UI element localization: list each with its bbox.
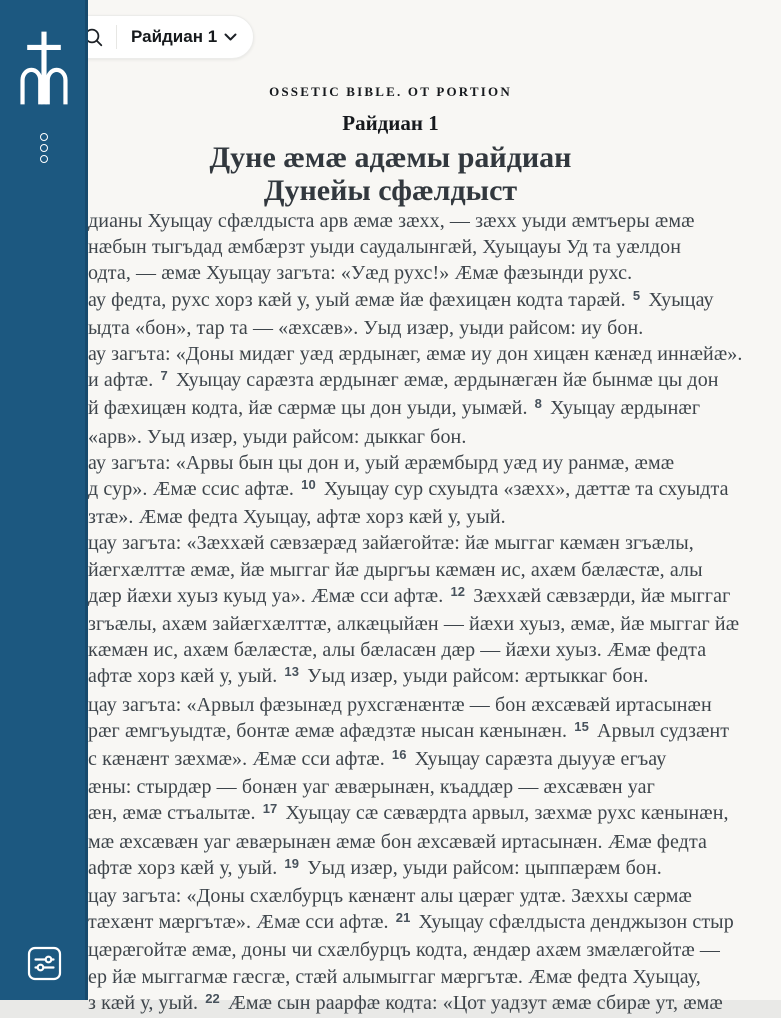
chapter-selector[interactable] (131, 27, 237, 47)
verse-line (88, 208, 781, 234)
verse-text-segment: афтæ хорз кæй у, уый. (88, 856, 278, 879)
verse-number: 17 (262, 801, 278, 817)
verse-line (88, 287, 781, 315)
verse-text-segment: рæг æмгъуыдтæ, бонтæ æмæ афæдзтæ нысан кæнынæн. (88, 719, 568, 742)
verse-line (88, 718, 781, 746)
verse-line (88, 557, 781, 583)
verse-line (88, 530, 781, 556)
verse-text-segment: Хуыцау сарæзта æрдынæг æмæ, æрдынæгæн йæ бынмæ цы дон (175, 369, 719, 392)
verse-text-segment: зтæ». Æмæ федта Хуыцау, афтæ хорз кæй у, уый. (88, 506, 506, 529)
verse-text-segment: нæбын тыгъдад æмбæрзт уыди саудалынгæй, Хуыцауы Уд та уæлдон (88, 236, 682, 259)
verse-line (88, 583, 781, 611)
verse-text-segment: Хуыцау æрдынæг (550, 397, 701, 420)
verse-text-segment: Æмæ сын раарфæ кодта: «Цот уадзут æмæ сбирæ ут, æмæ (228, 991, 723, 1014)
verse-text-segment: ыдта «бон», тар та — «æхсæв». Уыд изæр, уыди райсом: иу бон. (88, 316, 644, 339)
verse-number: 5 (632, 287, 641, 303)
verse-text-segment: мæ æхсæвæн уаг æвæрынæн æмæ бон æхсæвæй иртасынæн. Æмæ федта (88, 830, 708, 853)
verse-line (88, 450, 781, 476)
verse-line (88, 883, 781, 909)
verse-text-segment: й фæхицæн кодта, йæ сæрмæ цы дон уыди, уымæй. (88, 397, 528, 420)
verse-text-segment: дианы Хуыцау сфæлдыста арв æмæ зæхх, — зæхх уыди æмтъеры æмæ (88, 210, 695, 232)
verse-text-segment: Уыд изæр, уыди райсом: цыппæрæм бон. (307, 856, 662, 879)
section-heading-line2: Дунейы сфæлдыст (263, 174, 518, 207)
verse-text-segment: цау загъта: «Арвыл фæзынæд рухсгæнæнтæ — бон æхсæвæй иртасынæн (88, 693, 712, 716)
section-heading-line1: Дуне æмæ адæмы райдиан (209, 141, 572, 174)
chevron-down-icon (224, 33, 237, 41)
verse-text-segment: ау загъта: «Доны мидæг уæд æрдынæг, æмæ иу дон хицæн кæнæд иннæйæ». (88, 343, 743, 366)
kebab-dot (40, 133, 48, 141)
verse-line (88, 829, 781, 855)
verse-number: 21 (395, 910, 411, 926)
verse-line (88, 315, 781, 341)
verse-number: 7 (160, 368, 168, 384)
verse-text-segment: кæмæн ис, ахæм бæлæстæ, алы бæласæн дæр — йæхи хуыз. Æмæ федта (88, 639, 707, 662)
verse-text-block (88, 208, 781, 1018)
verse-text-segment: Зæххæй сæвзæрди, йæ мыггаг (473, 584, 731, 607)
verse-line (88, 964, 781, 990)
verse-text-segment: Хуыцау сарæзта дыууæ егъау (414, 748, 667, 771)
verse-text-segment: ер йæ мыггагмæ гæсгæ, стæй алымыггаг мæргътæ. Æмæ федта Хуыцау, (88, 965, 701, 988)
verse-line (88, 909, 781, 937)
section-heading (0, 141, 781, 207)
verse-number: 19 (284, 855, 300, 871)
toolbar-divider (116, 25, 117, 49)
settings-button[interactable] (26, 945, 63, 982)
verse-number: 15 (574, 718, 589, 734)
verse-text-segment: ау федта, рухс хорз кæй у, уый æмæ йæ фæхицæн кодта тарæй. (88, 288, 626, 311)
verse-line (88, 800, 781, 828)
more-menu-button[interactable] (0, 130, 88, 166)
verse-text-segment: с кæнæнт зæхмæ». Æмæ сси афтæ. (88, 748, 385, 771)
kebab-dot (40, 144, 48, 152)
verse-line (88, 504, 781, 530)
verse-text-segment: д сур». Æмæ ссис афтæ. (88, 478, 295, 501)
verse-text-segment: дæр йæхи хуыз куыд уа». Æмæ сси афтæ. (88, 584, 444, 607)
verse-number: 8 (534, 396, 542, 412)
verse-text-segment: Уыд изæр, уыди райсом: æртыккаг бон. (307, 665, 649, 688)
verse-text-segment: йæгхæлттæ æмæ, йæ мыггаг йæ дыргъы кæмæн ис, ахæм бæлæстæ, алы (88, 558, 703, 581)
verse-line (88, 855, 781, 883)
verse-text-segment: згъæлы, ахæм зайæгхæлттæ, алкæцыйæн — йæхи хуыз, æмæ, йæ мыггаг йæ (88, 613, 740, 636)
verse-text-segment: æн, æмæ стъалытæ. (88, 802, 256, 825)
verse-number: 16 (391, 747, 407, 763)
chapter-selector-label: Райдиан 1 (131, 27, 218, 46)
verse-line (88, 663, 781, 691)
verse-text-segment: цау загъта: «Доны схæлбурцъ кæнæнт алы цæрæг удтæ. Зæххы сæрмæ (88, 885, 692, 908)
verse-text-segment: афтæ хорз кæй у, уый. (88, 665, 278, 688)
verse-text-segment: Хуыцау сур схуыдта «зæхх», дæттæ та схуыдта (323, 478, 729, 501)
verse-number: 13 (284, 664, 300, 680)
verse-text-segment: одта, — æмæ Хуыцау загъта: «Уæд рухс!» Æмæ фæзынди рухс. (88, 262, 633, 285)
verse-line (88, 234, 781, 260)
verse-number: 10 (301, 477, 316, 493)
app-logo-button[interactable] (16, 27, 72, 109)
verse-line (88, 692, 781, 718)
verse-number: 22 (205, 990, 220, 1006)
verse-line (88, 367, 781, 395)
bible-logo-icon (16, 27, 72, 109)
verse-line (88, 990, 781, 1018)
sliders-icon (26, 945, 63, 982)
verse-text-segment: и афтæ. (88, 369, 154, 392)
verse-text-segment: цау загъта: «Зæххæй сæвзæрæд зайæгойтæ: йæ мыггаг кæмæн згъæлы, (88, 532, 694, 555)
verse-text-segment: з кæй у, уый. (88, 991, 199, 1014)
verse-text-segment: тæхæнт мæргътæ». Æмæ сси афтæ. (88, 911, 389, 934)
verse-line (88, 341, 781, 367)
verse-line (88, 260, 781, 286)
verse-line (88, 746, 781, 774)
verse-line (88, 637, 781, 663)
sidebar (0, 0, 88, 1000)
verse-text-segment: «арв». Уыд изæр, уыди райсом: дыккаг бон. (88, 425, 467, 448)
verse-text-segment: Хуыцау сфæлдыста денджызон стыр (418, 911, 734, 934)
verse-number: 12 (450, 583, 466, 599)
verse-line (88, 774, 781, 800)
verse-text-segment: Хуыцау сæ сæвæрдта арвыл, зæхмæ рухс кæнынæн, (285, 802, 729, 825)
chapter-heading: Райдиан 1 (342, 111, 439, 135)
verse-line (88, 611, 781, 637)
verse-line (88, 424, 781, 450)
verse-line (88, 395, 781, 423)
verse-text-segment: Арвыл судзæнт (597, 719, 730, 742)
verse-text-segment: ау загъта: «Арвы бын цы дон и, уый æрæмбырд уæд иу ранмæ, æмæ (88, 451, 675, 474)
verse-text-segment: Хуыцау (648, 288, 714, 311)
verse-line (88, 937, 781, 963)
verse-line (88, 476, 781, 504)
verse-text-segment: æны: стырдæр — бонæн уаг æвæрынæн, къаддæр — æхсæвæн уаг (88, 776, 655, 799)
book-title: OSSETIC BIBLE. OT PORTION (269, 84, 512, 99)
kebab-dot (40, 155, 48, 163)
verse-text-segment: цæрæгойтæ æмæ, доны чи схæлбурцъ кодта, æндæр ахæм змæлæгойтæ — (88, 939, 720, 962)
